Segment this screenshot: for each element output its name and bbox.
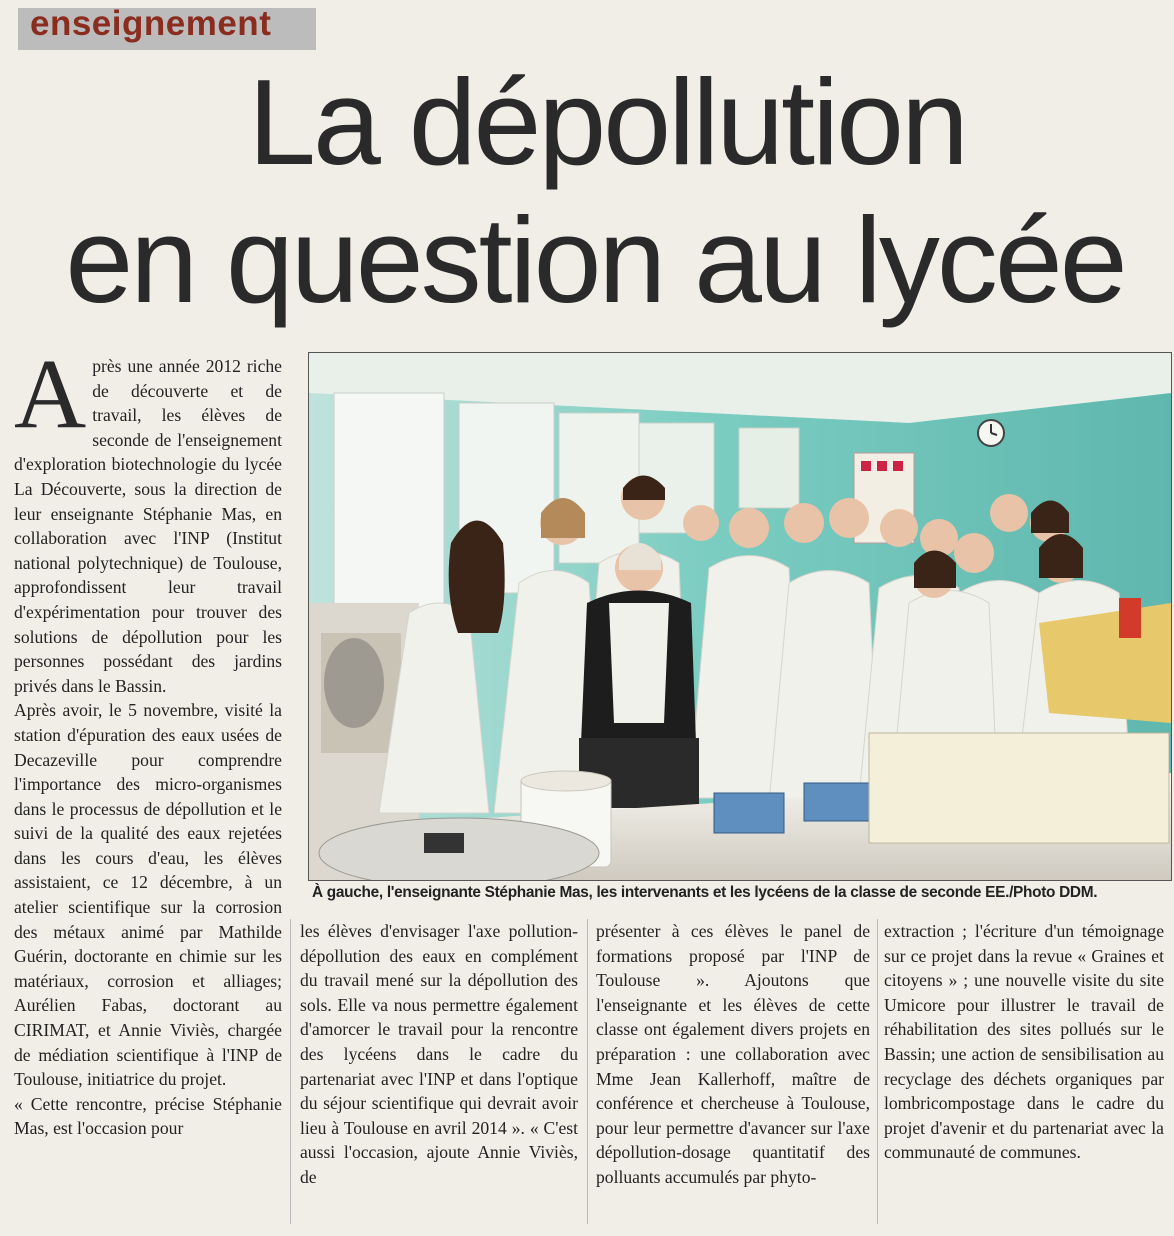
article-column-2 [300, 919, 578, 1190]
column-divider [290, 919, 291, 1224]
paragraph-6: extraction ; l'écriture d'un témoignage sur ce projet dans la revue « Graines et citoyens » ; une nouvelle visite du site Umicore pour illustrer le travail de réhabilitation des sites pollués sur le Bassin; une action de sensibilisation au recyclage des déchets organiques par lombricompostage dans le cadre du projet d'avenir et du partenariat avec la communauté de communes. [884, 921, 1164, 1163]
column-divider [877, 919, 878, 1224]
drop-cap: A [14, 338, 87, 449]
photo-caption: À gauche, l'enseignante Stéphanie Mas, les intervenants et les lycéens de la classe de seconde EE./Photo DDM. [312, 884, 1098, 901]
article-column-1 [14, 338, 282, 1141]
lab-group-photo [309, 353, 1171, 880]
article-photo [308, 352, 1172, 881]
article-column-3 [596, 919, 870, 1190]
paragraph-2: Après avoir, le 5 novembre, visité la station d'épuration des eaux usées de Decazeville pour comprendre l'importance des micro-organismes dans le processus de dépollution et le suivi de la qualité des eaux rejetées dans les cours d'eau, les élèves assistaient, ce 12 décembre, à un atelier scientifique sur la corrosion des métaux animé par Mathilde Guérin, doctorante en chimie sur les matériaux, corrosion et alliages; Aurélien Fabas, doctorant au CIRIMAT, et Annie Viviès, chargée de médiation scientifique à l'INP de Toulouse, initiatrice du projet. [14, 700, 282, 1090]
paragraph-3: « Cette rencontre, précise Stéphanie Mas, est l'occasion pour [14, 1093, 282, 1139]
article-column-4 [884, 919, 1164, 1165]
headline-line-1: La dépollution [248, 54, 966, 190]
column-divider [587, 919, 588, 1224]
section-rubric: enseignement [30, 4, 272, 43]
paragraph-5: présenter à ces élèves le panel de formations proposé par l'INP de Toulouse ». Ajoutons que l'enseignante et les élèves de cette classe ont également divers projets en préparation : une collaboration avec Mme Jean Kallerhoff, maître de conférence et chercheuse à Toulouse, pour leur permettre d'avancer sur l'axe dépollution-dosage quantitatif des polluants accumulés par phyto- [596, 921, 870, 1187]
paragraph-1: près une année 2012 riche de découverte et de travail, les élèves de seconde de l'enseignement d'exploration biotechnologie du lycée La Découverte, sous la direction de leur enseignante Stéphanie Mas, en collaboration avec l'INP (Institut national polytechnique) de Toulouse, approfondissent leur travail d'expérimentation pour trouver des solutions de dépollution pour les personnes possédant des jardins privés dans le Bassin. [14, 356, 282, 696]
paragraph-4: les élèves d'envisager l'axe pollution-dépollution des eaux en complément du travail mené sur la dépollution des sols. Elle va nous permettre également d'amorcer le travail pour la rencontre des lycéens dans le cadre du partenariat avec l'INP et dans l'optique du séjour scientifique qui devrait avoir lieu à Toulouse en avril 2014 ». « C'est aussi l'occasion, ajoute Annie Viviès, de [300, 921, 578, 1187]
headline-line-2: en question au lycée [65, 192, 1125, 328]
